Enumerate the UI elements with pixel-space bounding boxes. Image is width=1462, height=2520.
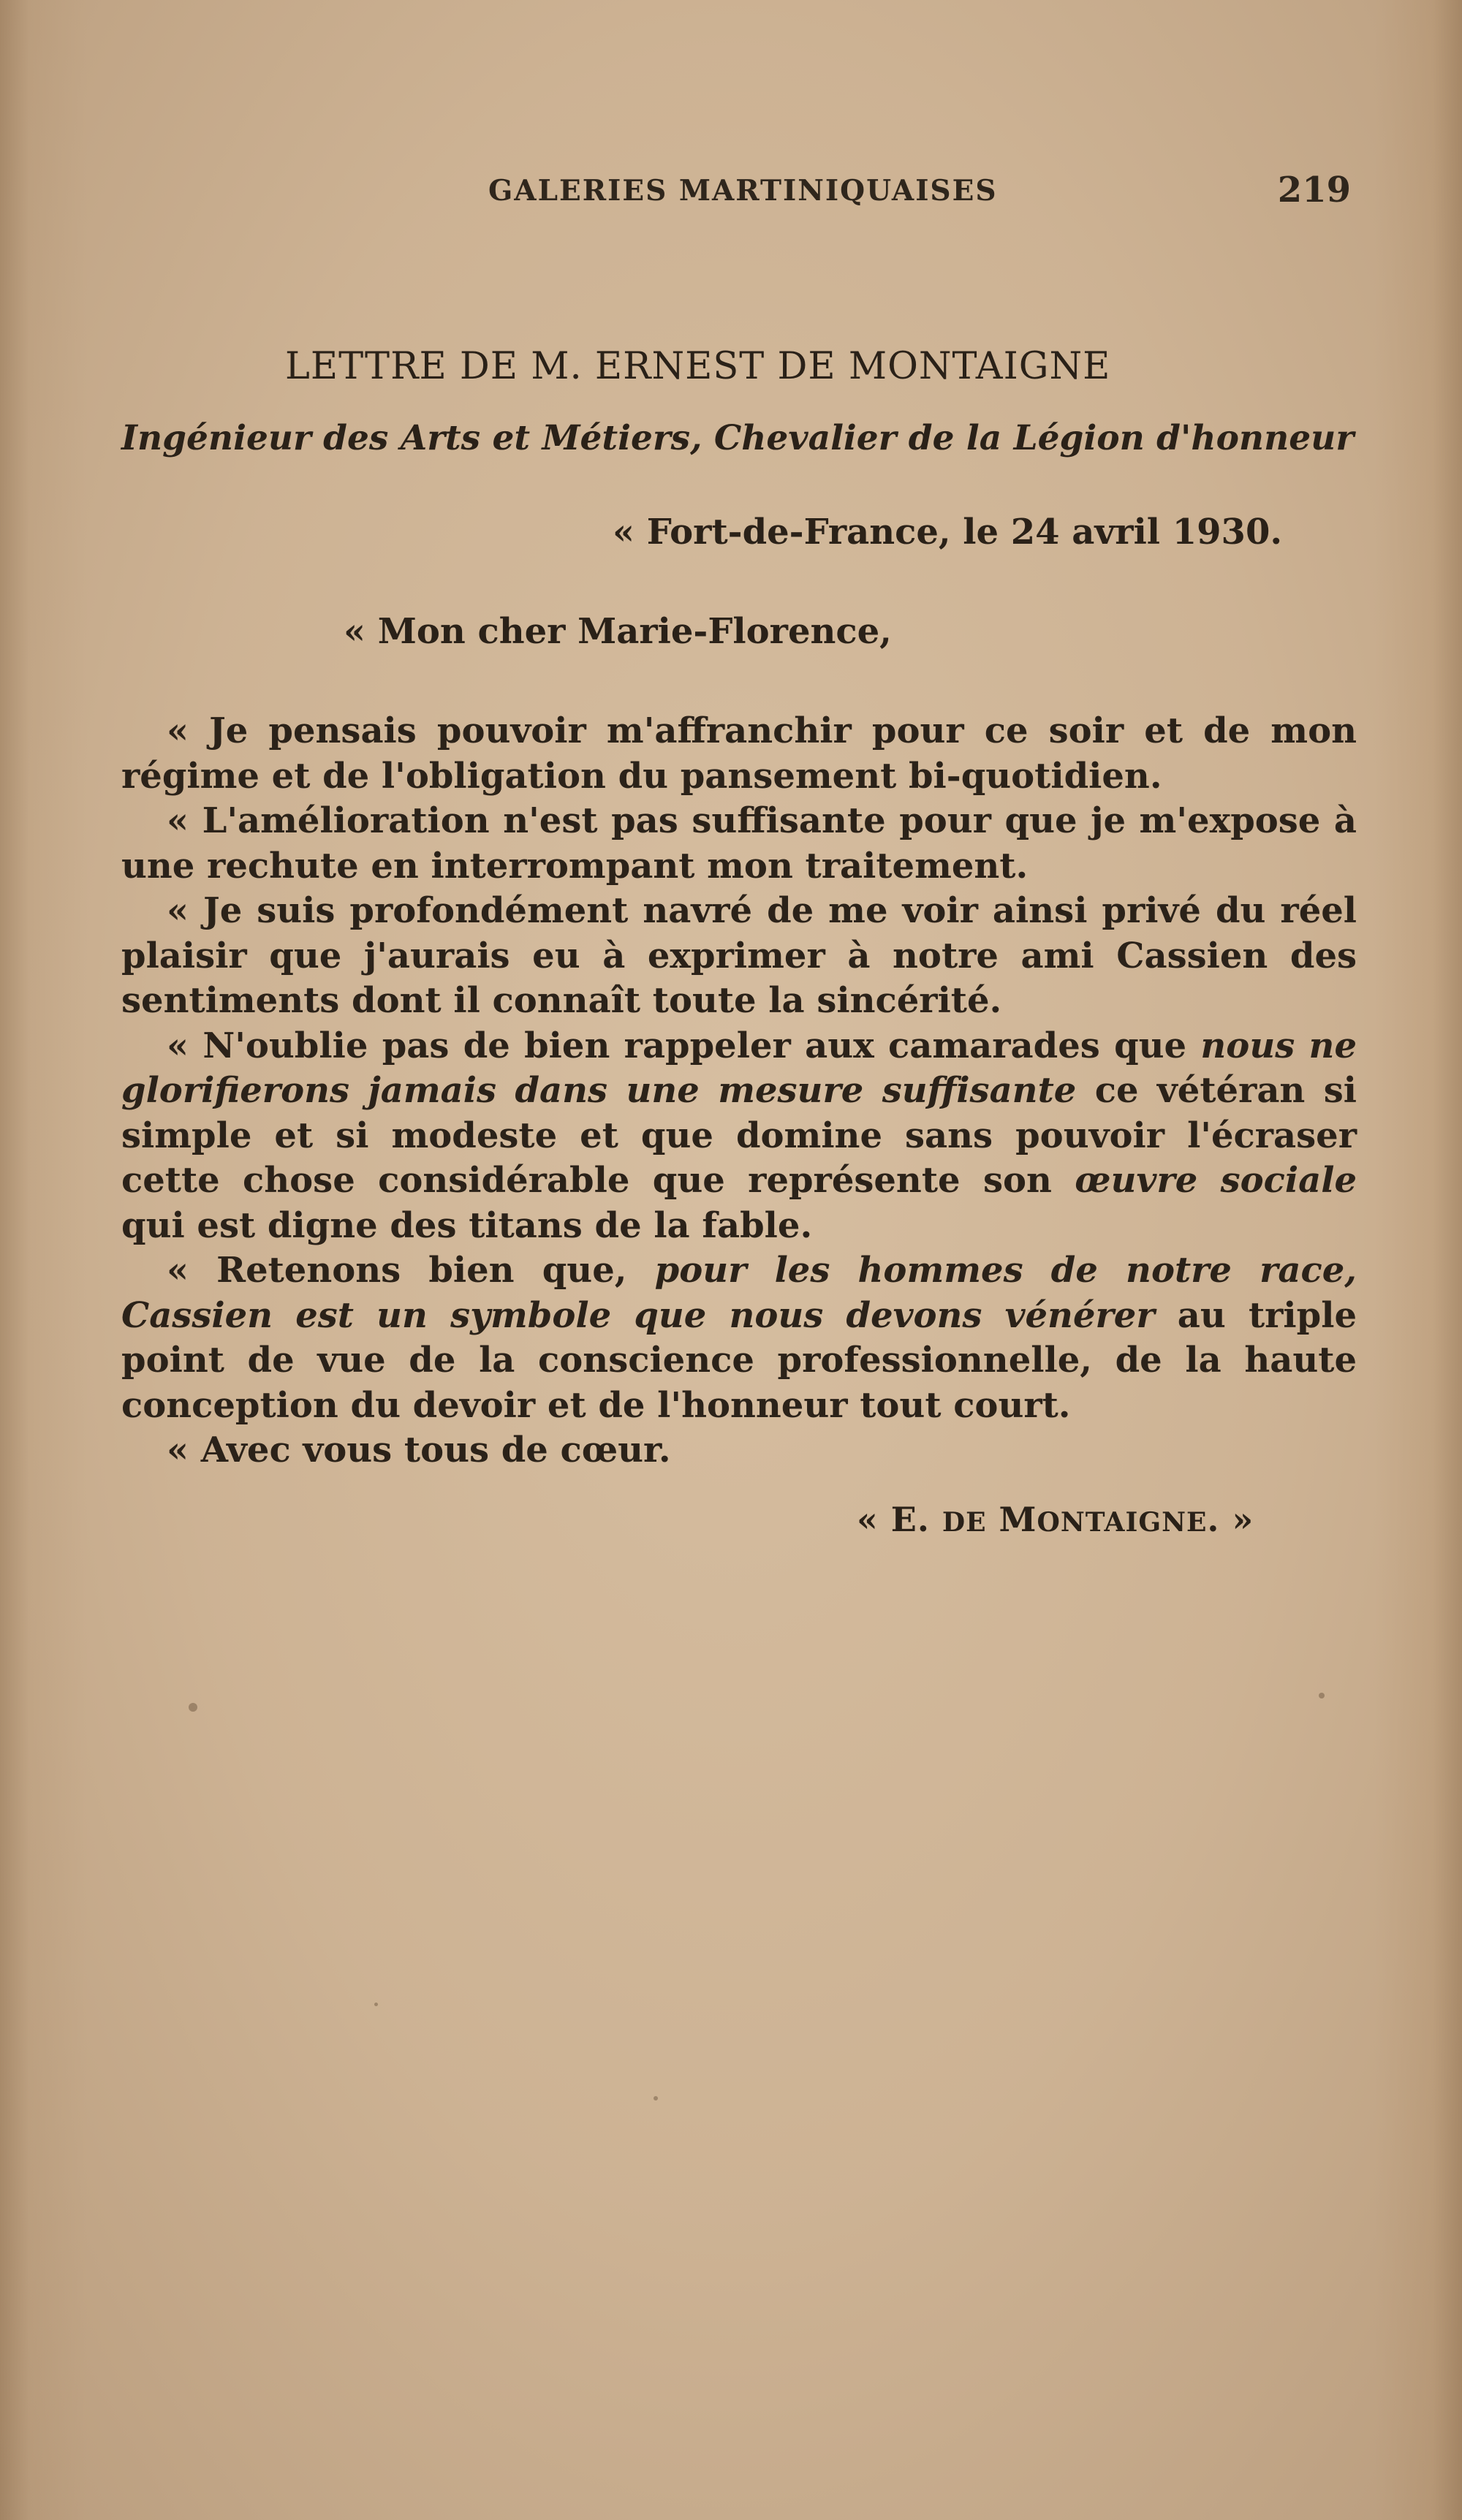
- paragraph: [121, 1248, 1357, 1428]
- paragraph: [121, 1428, 1357, 1473]
- paragraph: [121, 709, 1357, 799]
- paragraph: [121, 1024, 1357, 1249]
- signature-space: [987, 1500, 999, 1539]
- text-segment: qui est digne des titans de la fable.: [121, 1204, 813, 1246]
- letter-salutation: « Mon cher Marie-Florence,: [344, 611, 892, 652]
- letter-signature: [857, 1500, 1254, 1539]
- page-number: 219: [1277, 170, 1351, 210]
- signature-surname: ONTAIGNE: [1037, 1507, 1208, 1538]
- signature-close: . »: [1207, 1500, 1254, 1539]
- text-segment: ce vétéran si simple et si modeste et que domine sans pouvoir l'écraser cette chose considérable que représente son: [121, 1070, 1357, 1201]
- italic-segment: œuvre sociale: [1075, 1160, 1357, 1201]
- letter-subtitle: Ingénieur des Arts et Métiers, Chevalier de la Légion d'honneur: [121, 418, 1355, 458]
- text-segment: « L'amélioration n'est pas suffisante pour que je m'expose à une rechute en interrompant mon traitement.: [121, 800, 1357, 887]
- text-segment: « Retenons bien que,: [167, 1250, 655, 1291]
- text-segment: « N'oublie pas de bien rappeler aux camarades que: [167, 1025, 1201, 1066]
- paper-speck: [1319, 1693, 1325, 1699]
- signature-particle: DE: [942, 1507, 987, 1538]
- paper-speck: [374, 2003, 378, 2006]
- italic-segment: pour les hommes de notre race, Cassien est un symbole que nous devons vénérer: [121, 1250, 1357, 1336]
- running-head: GALERIES MARTINIQUAISES: [488, 174, 998, 208]
- paper-speck: [189, 1703, 197, 1712]
- text-segment: au triple point de vue de la conscience professionnelle, de la haute conception du devoir et de l'honneur tout court.: [121, 1294, 1357, 1426]
- signature-initial: M: [999, 1500, 1037, 1539]
- text-segment: « Avec vous tous de cœur.: [167, 1430, 671, 1470]
- letter-title: LETTRE DE M. ERNEST DE MONTAIGNE: [285, 345, 1111, 388]
- paragraph: [121, 799, 1357, 889]
- letter-body: [121, 709, 1357, 1473]
- signature-open: « E.: [857, 1500, 942, 1539]
- text-segment: « Je suis profondément navré de me voir ainsi privé du réel plaisir que j'aurais eu à exprimer à notre ami Cassien des sentiments dont il connaît toute la sincérité.: [121, 890, 1357, 1021]
- italic-segment: nous ne glorifierons jamais dans une mesure suffisante: [121, 1025, 1357, 1111]
- letter-dateline: « Fort-de-France, le 24 avril 1930.: [613, 512, 1283, 553]
- paper-speck: [654, 2096, 658, 2100]
- text-segment: « Je pensais pouvoir m'affranchir pour ce soir et de mon régime et de l'obligation du pansement bi-quotidien.: [121, 710, 1357, 797]
- paragraph: [121, 889, 1357, 1024]
